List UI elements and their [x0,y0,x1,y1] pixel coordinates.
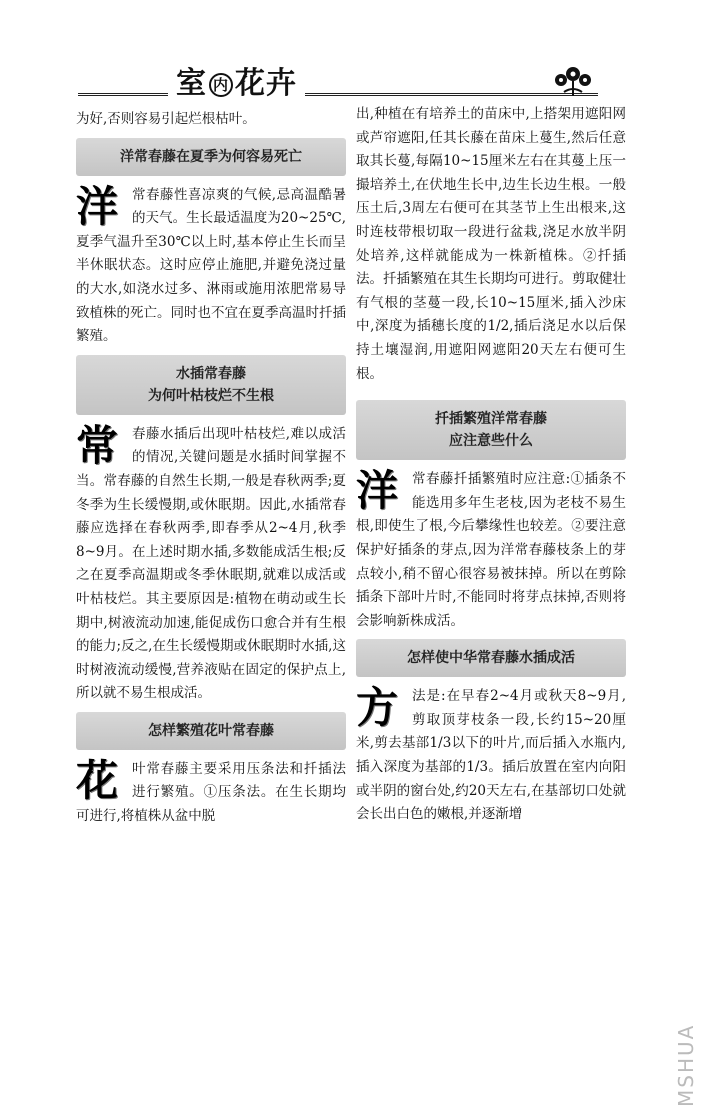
flower-logo-icon [550,62,596,98]
article-continuation: 出,种植在有培养土的苗床中,上搭架用遮阳网或芦帘遮阳,任其长藤在苗床上蔓生,然后任意取其长蔓,每隔10~15厘米左右在其蔓上压一撮培养土,在伏地生长中,边生长边生根。一般压土后,3周左右便可在其茎节上生出根来,这时连枝带根切取一段进行盆栽,浇足水放半阴处培养,这样就能成为一株新植株。②扦插法。扦插繁殖在其生长期均可进行。剪取健壮有气根的茎蔓一段,长10~15厘米,插入沙床中,深度为插穗长度的1/2,插后浇足水以后保持土壤湿润,用遮阳网遮阳20天左右便可生根。 [356,106,626,382]
drop-cap: 洋 [356,466,399,516]
heading-water-cutting [76,355,346,415]
article-variegated-propagation [76,755,346,829]
watermark: MSHUA [674,1023,698,1107]
heading-cutting-notes [356,400,626,460]
article-cutting-notes [356,468,626,633]
heading-line-1: 扦插繁殖洋常春藤 [435,411,547,428]
heading-line-2: 为何叶枯枝烂不生根 [148,387,274,404]
heading-summer-death: 洋常春藤在夏季为何容易死亡 [76,138,346,176]
article-body: 叶常春藤主要采用压条法和扦插法进行繁殖。①压条法。在生长期均可进行,将植株从盆中脱 [76,760,346,825]
article-water-cutting [76,420,346,706]
article-body: 春藤水插后出现叶枯枝烂,难以成活的情况,关键问题是水插时间掌握不当。常春藤的自然生长期,一般是春秋两季;夏冬季为生长缓慢期,或休眠期。因此,水插常春藤应选择在春秋两季,即春季从2~4月,秋季8~9月。在上述时期水插,多数能成活生根;反之在夏季高温期或冬季休眠期,就难以成活或叶枯枝烂。其主要原因是:植物在萌动或生长期中,树液流动加速,能促成伤口愈合并有生根的能力;反之,在生长缓慢期或休眠期时水插,这时树液流动缓慢,营养液贴在固定的保护点上,所以就不易生根成活。 [76,425,346,702]
left-column [76,108,346,829]
drop-cap: 花 [76,755,119,805]
article-summer-death [76,181,346,349]
title-chars-huahui: 花卉 [235,66,297,101]
heading-variegated-propagation: 怎样繁殖花叶常春藤 [76,712,346,750]
page-header [78,62,598,108]
title-char-nei: 内 [209,73,233,97]
section-title [168,64,305,104]
right-column [356,103,626,827]
header-rule [78,93,598,96]
drop-cap: 方 [356,683,399,733]
intro-text: 为好,否则容易引起烂根枯叶。 [76,111,256,127]
title-char-shi: 室 [176,66,207,101]
article-body: 常春藤扦插繁殖时应注意:①插条不能选用多年生老枝,因为老枝不易生根,即使生了根,今后攀缘性也较差。②要注意保护好插条的芽点,因为洋常春藤枝条上的芽点较小,稍不留心很容易被抹掉。所以在剪除插条下部叶片时,不能同时将芽点抹掉,否则将会影响新株成活。 [356,471,626,629]
heading-line-2: 应注意些什么 [449,433,533,450]
drop-cap: 洋 [76,181,119,231]
article-chinese-ivy-water [356,685,626,827]
drop-cap: 常 [76,420,119,470]
article-body: 常春藤性喜凉爽的气候,忌高温酷暑的天气。生长最适温度为20~25℃,夏季气温升至30℃以上时,基本停止生长而呈半休眠状态。这时应停止施肥,并避免浇过量的大水,如浇水过多、淋雨或施用浓肥常易导致植株的死亡。同时也不宜在夏季高温时扦插繁殖。 [76,186,346,345]
heading-line-1: 水插常春藤 [176,365,246,382]
heading-chinese-ivy-water: 怎样使中华常春藤水插成活 [356,639,626,677]
article-body: 法是:在早春2~4月或秋天8~9月,剪取顶芽枝条一段,长约15~20厘米,剪去基部1/3以下的叶片,而后插入水瓶内,插入深度为基部的1/3。插后放置在室内向阳或半阴的窗台处,约20天左右,在基部切口处就会长出白色的嫩根,并逐渐增 [356,688,626,823]
